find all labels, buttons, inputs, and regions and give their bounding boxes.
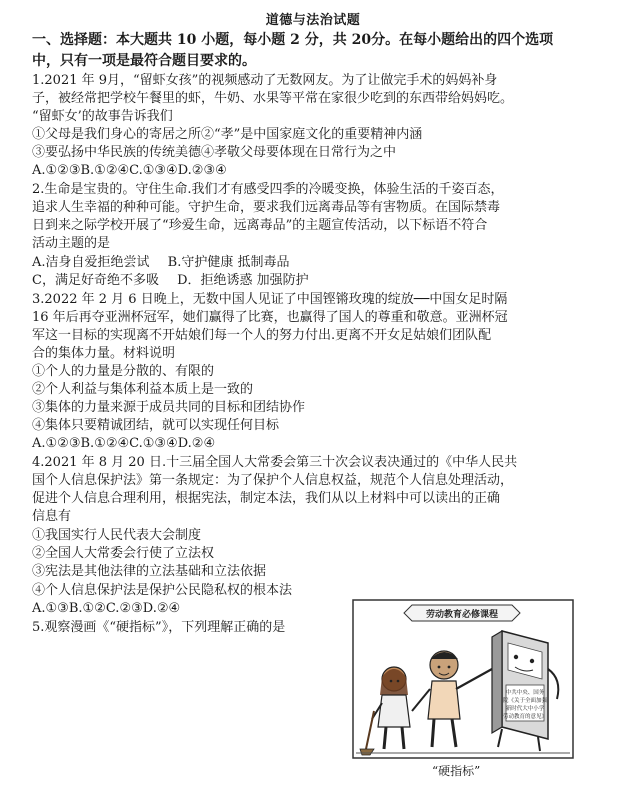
- q3-item-4: ④集体只要精诚团结，就可以实现任何目标: [32, 418, 280, 433]
- q3-stem-line-3: 军这一目标的实现离不开姑娘们每一个人的努力付出.更离不开女足姑娘们团队配: [32, 328, 492, 343]
- comic-illustration: [352, 599, 574, 759]
- board-text-line-4: 劳动教育的意见》: [502, 714, 548, 720]
- q4-stem-line-1: 4.2021 年 8 月 20 日.十三届全国人大常委会第三十次会议表决通过的《中华人民共: [32, 455, 518, 470]
- section-instructions: [32, 30, 612, 72]
- comic-caption: “硬指标”: [432, 764, 481, 778]
- q2-option-c: C，满足好奇绝不多吸: [32, 273, 159, 288]
- board-text-line-1: 中共中央、国务: [505, 690, 545, 696]
- q3-item-1: ①个人的力量是分散的、有限的: [32, 364, 215, 379]
- q4-item-2: ②全国人大常委会行使了立法权: [32, 546, 215, 561]
- q4-item-1: ①我国实行人民代表大会制度: [32, 528, 202, 543]
- q4-options: A.①③B.①②C.②③D.②④: [32, 601, 181, 616]
- q2-options-row-2: [32, 272, 309, 290]
- q5-stem: 5.观察漫画《“硬指标”》，下列理解正确的是: [32, 620, 286, 635]
- q1-options: A.①②③B.①②④C.①③④D.②③④: [32, 163, 227, 178]
- page-title: 道德与法治试题: [265, 13, 361, 28]
- q2-option-b: B.守护健康 抵制毒品: [167, 255, 290, 270]
- q2-options-row-1: [32, 254, 290, 272]
- q4-stem-line-4: 信息有: [32, 509, 72, 524]
- q3-item-3: ③集体的力量来源于成员共同的目标和团结协作: [32, 400, 306, 415]
- q1-stem-line-3: “留虾女’的故事告诉我们: [32, 109, 173, 124]
- q1-item-line-1: ①父母是我们身心的寄居之所②“孝”是中国家庭文化的重要精神内涵: [32, 127, 423, 142]
- q3-options: A.①②③B.①②④C.①③④D.②④: [32, 436, 216, 451]
- q1-stem-line-2: 子，被经常把学校午餐里的虾，牛奶、水果等平常在家很少吃到的东西带给妈妈吃。: [32, 91, 514, 106]
- section-line-1: 一、选择题：本大题共 10 小题，每小题 2 分，共 20分。在每小题给出的四个选项: [32, 32, 554, 48]
- board-text-line-2: 院《关于全面加强: [502, 698, 548, 704]
- q2-stem-line-4: 活动主题的是: [32, 236, 111, 251]
- section-line-2: 中，只有一项是最符合题目要求的。: [32, 53, 256, 69]
- q2-stem-line-1: 2.生命是宝贵的。守住生命.我们才有感受四季的冷暖变换，体验生活的千姿百态，: [32, 182, 504, 197]
- q1-item-line-2: ③要弘扬中华民族的传统美德④孝敬父母要体现在日常行为之中: [32, 145, 397, 160]
- q3-stem-line-4: 合的集体力量。材料说明: [32, 346, 176, 361]
- board-text-line-3: 新时代大中小学: [505, 706, 545, 712]
- q4-item-3: ③宪法是其他法律的立法基础和立法依据: [32, 564, 267, 579]
- q2-option-d: D．拒绝诱惑 加强防护: [177, 273, 309, 288]
- q4-stem-line-3: 促进个人信息合理利用，根据宪法，制定本法，我们从以上材料中可以读出的正确: [32, 491, 501, 506]
- q1-stem-line-1: 1.2021 年 9月，“留虾女孩”的视频感动了无数网友。为了让做完手术的妈妈补身: [32, 73, 498, 88]
- q2-stem-line-2: 追求人生幸福的种种可能。守护生命，要求我们远离毒品等有害物质。在国际禁毒: [32, 200, 501, 215]
- q3-item-2: ②个人利益与集体利益本质上是一致的: [32, 382, 254, 397]
- comic-banner-text: 劳动教育必修课程: [425, 610, 499, 620]
- q3-stem-line-1: 3.2022 年 2 月 6 日晚上，无数中国人见证了中国铿锵玫瑰的绽放──中国女足时隔: [32, 292, 508, 307]
- q4-stem-line-2: 国个人信息保护法》第一条规定：为了保护个人信息权益，规范个人信息处理活动，: [32, 473, 514, 488]
- q2-option-a: A.洁身自爱拒绝尝试: [32, 255, 150, 270]
- q3-stem-line-2: 16 年后再夺亚洲杯冠军，她们赢得了比赛，也赢得了国人的尊重和敬意。亚洲杯冠: [32, 310, 508, 325]
- q2-stem-line-3: 日到来之际学校开展了“珍爱生命，远离毒品”的主题宣传活动，以下标语不符合: [32, 218, 488, 233]
- q4-item-4: ④个人信息保护法是保护公民隐私权的根本法: [32, 583, 293, 598]
